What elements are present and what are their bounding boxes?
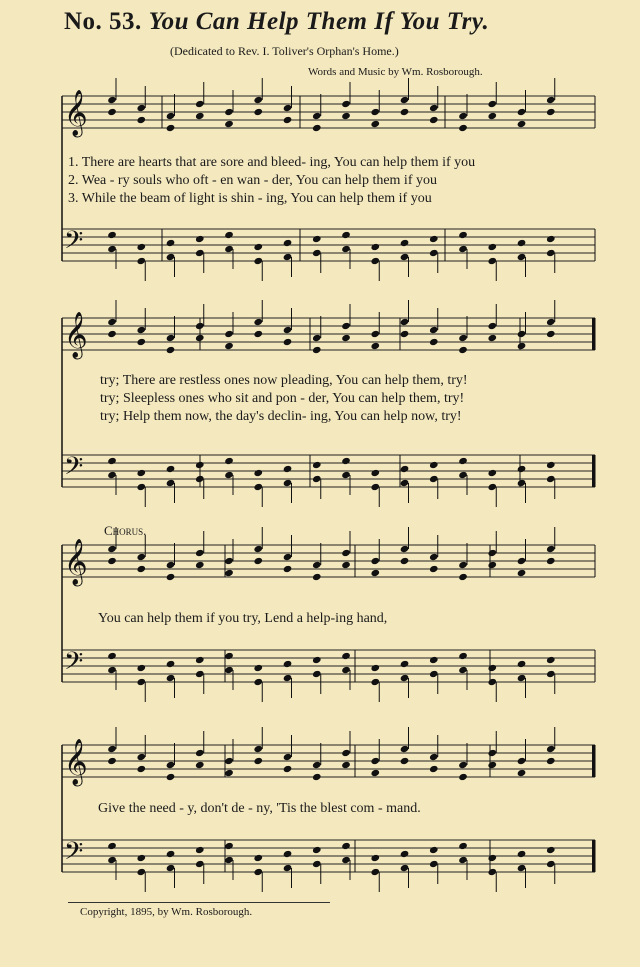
treble-note bbox=[458, 773, 468, 781]
treble-note bbox=[136, 104, 146, 112]
bass-note bbox=[458, 666, 468, 674]
treble-note bbox=[312, 124, 322, 132]
bass-note bbox=[400, 479, 410, 487]
bass-note bbox=[546, 235, 556, 243]
bass-note bbox=[283, 850, 293, 858]
bass-note bbox=[195, 656, 205, 664]
treble-note bbox=[487, 761, 497, 769]
bass-note bbox=[458, 842, 468, 850]
verse-3-line: 3. While the beam of light is shin - ing, You can help them if you bbox=[68, 191, 432, 206]
bass-note bbox=[253, 243, 263, 251]
treble-note bbox=[370, 108, 380, 116]
bass-note bbox=[107, 457, 117, 465]
bass-note bbox=[429, 670, 439, 678]
bass-note bbox=[195, 846, 205, 854]
hymn-number: No. 53. bbox=[64, 8, 142, 35]
verse-1-line-b: try; There are restless ones now pleading, You can help them, try! bbox=[100, 373, 468, 388]
chorus-line-2: Give the need - y, don't de - ny, 'Tis the blest com - mand. bbox=[98, 801, 421, 816]
bass-note bbox=[546, 860, 556, 868]
treble-note bbox=[136, 326, 146, 334]
treble-note bbox=[253, 330, 263, 338]
treble-note bbox=[107, 318, 117, 326]
bass-note bbox=[487, 243, 497, 251]
bass-note bbox=[546, 475, 556, 483]
bass-note bbox=[224, 842, 234, 850]
bass-note bbox=[283, 239, 293, 247]
treble-note bbox=[458, 334, 468, 342]
bass-note bbox=[312, 235, 322, 243]
bass-note bbox=[400, 465, 410, 473]
treble-note bbox=[195, 549, 205, 557]
copyright-rule bbox=[68, 902, 330, 903]
treble-note bbox=[458, 346, 468, 354]
bass-note bbox=[224, 457, 234, 465]
bass-note bbox=[283, 660, 293, 668]
bass-note bbox=[341, 471, 351, 479]
treble-note bbox=[107, 745, 117, 753]
bass-note bbox=[370, 678, 380, 686]
bass-note bbox=[195, 475, 205, 483]
bass-note bbox=[341, 231, 351, 239]
treble-note bbox=[166, 761, 176, 769]
bass-note bbox=[487, 854, 497, 862]
bass-note bbox=[166, 674, 176, 682]
bass-note bbox=[429, 461, 439, 469]
treble-note bbox=[517, 757, 527, 765]
treble-note bbox=[546, 108, 556, 116]
bass-note bbox=[487, 469, 497, 477]
bass-note bbox=[312, 860, 322, 868]
bass-note bbox=[370, 257, 380, 265]
treble-clef-icon: 𝄞 bbox=[64, 739, 88, 785]
bass-note bbox=[400, 253, 410, 261]
final-barline bbox=[592, 840, 595, 872]
bass-note bbox=[195, 235, 205, 243]
treble-note bbox=[487, 100, 497, 108]
bass-note bbox=[546, 461, 556, 469]
treble-note bbox=[517, 569, 527, 577]
bass-note bbox=[370, 243, 380, 251]
bass-note bbox=[429, 235, 439, 243]
treble-note bbox=[458, 561, 468, 569]
bass-note bbox=[136, 868, 146, 876]
hymn-name: You Can Help Them If You Try. bbox=[148, 8, 490, 35]
bass-note bbox=[107, 666, 117, 674]
bass-note bbox=[458, 457, 468, 465]
treble-note bbox=[136, 553, 146, 561]
treble-note bbox=[166, 112, 176, 120]
bass-note bbox=[136, 678, 146, 686]
bass-clef-icon: 𝄢 bbox=[64, 647, 84, 682]
treble-clef-icon: 𝄞 bbox=[64, 90, 88, 136]
treble-note bbox=[400, 545, 410, 553]
bass-note bbox=[253, 664, 263, 672]
treble-note bbox=[195, 561, 205, 569]
treble-note bbox=[283, 326, 293, 334]
treble-note bbox=[253, 745, 263, 753]
treble-note bbox=[341, 561, 351, 569]
bass-note bbox=[517, 253, 527, 261]
treble-note bbox=[400, 757, 410, 765]
bass-note bbox=[517, 465, 527, 473]
bass-note bbox=[195, 249, 205, 257]
treble-note bbox=[429, 338, 439, 346]
bass-note bbox=[136, 243, 146, 251]
treble-note bbox=[487, 112, 497, 120]
bass-note bbox=[429, 249, 439, 257]
treble-note bbox=[312, 773, 322, 781]
treble-note bbox=[370, 330, 380, 338]
bass-note bbox=[107, 842, 117, 850]
bass-note bbox=[224, 666, 234, 674]
bass-note bbox=[370, 868, 380, 876]
bass-note bbox=[136, 664, 146, 672]
bass-note bbox=[429, 846, 439, 854]
treble-note bbox=[546, 330, 556, 338]
treble-note bbox=[166, 346, 176, 354]
bass-note bbox=[517, 479, 527, 487]
bass-note bbox=[487, 257, 497, 265]
bass-note bbox=[458, 652, 468, 660]
treble-note bbox=[224, 120, 234, 128]
treble-note bbox=[429, 753, 439, 761]
bass-note bbox=[341, 245, 351, 253]
treble-note bbox=[195, 334, 205, 342]
treble-note bbox=[517, 557, 527, 565]
bass-note bbox=[107, 231, 117, 239]
bass-note bbox=[253, 483, 263, 491]
treble-note bbox=[341, 761, 351, 769]
bass-clef-icon: 𝄢 bbox=[64, 837, 84, 872]
treble-note bbox=[283, 116, 293, 124]
treble-note bbox=[224, 108, 234, 116]
bass-note bbox=[312, 461, 322, 469]
treble-note bbox=[546, 757, 556, 765]
bass-note bbox=[136, 469, 146, 477]
bass-note bbox=[487, 868, 497, 876]
treble-note bbox=[224, 342, 234, 350]
treble-note bbox=[195, 112, 205, 120]
treble-note bbox=[253, 757, 263, 765]
bass-note bbox=[107, 856, 117, 864]
treble-note bbox=[107, 757, 117, 765]
treble-note bbox=[341, 322, 351, 330]
treble-note bbox=[136, 116, 146, 124]
copyright: Copyright, 1895, by Wm. Rosborough. bbox=[80, 906, 253, 918]
treble-note bbox=[458, 573, 468, 581]
dedication: (Dedicated to Rev. I. Toliver's Orphan's Home.) bbox=[170, 44, 399, 58]
treble-note bbox=[400, 318, 410, 326]
bass-clef-icon: 𝄢 bbox=[64, 452, 84, 487]
treble-note bbox=[400, 557, 410, 565]
bass-note bbox=[487, 678, 497, 686]
treble-note bbox=[517, 769, 527, 777]
treble-note bbox=[195, 100, 205, 108]
treble-note bbox=[195, 322, 205, 330]
treble-note bbox=[546, 545, 556, 553]
bass-note bbox=[458, 471, 468, 479]
bass-note bbox=[136, 483, 146, 491]
bass-note bbox=[341, 842, 351, 850]
treble-note bbox=[253, 557, 263, 565]
treble-note bbox=[458, 112, 468, 120]
treble-note bbox=[166, 561, 176, 569]
treble-note bbox=[429, 104, 439, 112]
treble-note bbox=[546, 318, 556, 326]
bass-note bbox=[312, 846, 322, 854]
treble-note bbox=[341, 749, 351, 757]
treble-note bbox=[341, 549, 351, 557]
treble-note bbox=[312, 334, 322, 342]
bass-note bbox=[400, 239, 410, 247]
treble-note bbox=[166, 124, 176, 132]
treble-note bbox=[487, 561, 497, 569]
bass-note bbox=[458, 856, 468, 864]
treble-note bbox=[283, 753, 293, 761]
bass-note bbox=[253, 678, 263, 686]
bass-note bbox=[546, 846, 556, 854]
bass-note bbox=[370, 469, 380, 477]
treble-note bbox=[400, 96, 410, 104]
treble-note bbox=[400, 745, 410, 753]
treble-note bbox=[341, 100, 351, 108]
treble-note bbox=[283, 565, 293, 573]
verse-1-line: 1. There are hearts that are sore and bleed- ing, You can help them if you bbox=[68, 155, 476, 170]
chorus-label: Chorus. bbox=[104, 523, 147, 538]
bass-note bbox=[429, 475, 439, 483]
bass-note bbox=[107, 471, 117, 479]
treble-note bbox=[107, 330, 117, 338]
treble-note bbox=[370, 769, 380, 777]
treble-note bbox=[458, 761, 468, 769]
treble-note bbox=[224, 757, 234, 765]
bass-note bbox=[224, 245, 234, 253]
bass-note bbox=[283, 479, 293, 487]
bass-note bbox=[195, 461, 205, 469]
bass-note bbox=[253, 868, 263, 876]
bass-note bbox=[487, 483, 497, 491]
bass-note bbox=[166, 465, 176, 473]
treble-note bbox=[224, 769, 234, 777]
bass-note bbox=[195, 670, 205, 678]
bass-note bbox=[458, 245, 468, 253]
bass-note bbox=[136, 854, 146, 862]
bass-note bbox=[400, 864, 410, 872]
treble-note bbox=[487, 334, 497, 342]
bass-note bbox=[253, 854, 263, 862]
treble-note bbox=[253, 318, 263, 326]
treble-note bbox=[429, 565, 439, 573]
bass-note bbox=[224, 652, 234, 660]
treble-note bbox=[370, 120, 380, 128]
treble-note bbox=[283, 338, 293, 346]
treble-note bbox=[224, 330, 234, 338]
bass-note bbox=[166, 239, 176, 247]
final-barline bbox=[592, 745, 595, 777]
treble-note bbox=[400, 108, 410, 116]
bass-note bbox=[458, 231, 468, 239]
final-barline bbox=[592, 455, 595, 487]
final-barline bbox=[592, 318, 595, 350]
bass-note bbox=[370, 664, 380, 672]
verse-2-line: 2. Wea - ry souls who oft - en wan - der, You can help them if you bbox=[68, 173, 437, 188]
bass-note bbox=[341, 457, 351, 465]
treble-note bbox=[487, 549, 497, 557]
bass-note bbox=[253, 469, 263, 477]
treble-note bbox=[341, 334, 351, 342]
bass-note bbox=[400, 850, 410, 858]
bass-note bbox=[283, 465, 293, 473]
treble-note bbox=[166, 773, 176, 781]
treble-note bbox=[195, 761, 205, 769]
treble-note bbox=[195, 749, 205, 757]
bass-note bbox=[517, 239, 527, 247]
bass-note bbox=[312, 249, 322, 257]
treble-note bbox=[370, 557, 380, 565]
treble-note bbox=[546, 557, 556, 565]
treble-note bbox=[107, 557, 117, 565]
bass-note bbox=[341, 856, 351, 864]
bass-note bbox=[107, 245, 117, 253]
treble-note bbox=[166, 573, 176, 581]
treble-note bbox=[312, 761, 322, 769]
bass-note bbox=[166, 660, 176, 668]
bass-note bbox=[224, 856, 234, 864]
bass-note bbox=[370, 483, 380, 491]
bass-note bbox=[429, 656, 439, 664]
bass-note bbox=[517, 850, 527, 858]
chorus-line-1: You can help them if you try, Lend a help-ing hand, bbox=[98, 611, 388, 626]
bass-note bbox=[546, 670, 556, 678]
treble-note bbox=[400, 330, 410, 338]
treble-clef-icon: 𝄞 bbox=[64, 312, 88, 358]
bass-note bbox=[136, 257, 146, 265]
bass-note bbox=[400, 674, 410, 682]
bass-note bbox=[166, 479, 176, 487]
bass-note bbox=[517, 660, 527, 668]
treble-clef-icon: 𝄞 bbox=[64, 539, 88, 585]
bass-note bbox=[546, 249, 556, 257]
treble-note bbox=[517, 342, 527, 350]
treble-note bbox=[370, 757, 380, 765]
treble-note bbox=[341, 112, 351, 120]
treble-note bbox=[107, 545, 117, 553]
treble-note bbox=[224, 557, 234, 565]
treble-note bbox=[517, 108, 527, 116]
treble-note bbox=[224, 569, 234, 577]
treble-note bbox=[312, 112, 322, 120]
bass-note bbox=[400, 660, 410, 668]
treble-note bbox=[458, 124, 468, 132]
bass-note bbox=[253, 257, 263, 265]
bass-note bbox=[312, 656, 322, 664]
treble-note bbox=[517, 120, 527, 128]
treble-note bbox=[312, 561, 322, 569]
bass-note bbox=[195, 860, 205, 868]
treble-note bbox=[253, 108, 263, 116]
verse-lyrics-1 bbox=[68, 154, 475, 208]
treble-note bbox=[517, 330, 527, 338]
bass-clef-icon: 𝄢 bbox=[64, 226, 84, 261]
treble-note bbox=[312, 346, 322, 354]
treble-note bbox=[546, 96, 556, 104]
bass-note bbox=[107, 652, 117, 660]
bass-note bbox=[224, 231, 234, 239]
bass-note bbox=[487, 664, 497, 672]
treble-note bbox=[487, 322, 497, 330]
bass-note bbox=[429, 860, 439, 868]
treble-note bbox=[107, 108, 117, 116]
bass-note bbox=[283, 674, 293, 682]
bass-note bbox=[312, 670, 322, 678]
treble-note bbox=[429, 116, 439, 124]
bass-note bbox=[370, 854, 380, 862]
bass-note bbox=[166, 850, 176, 858]
treble-note bbox=[429, 553, 439, 561]
bass-note bbox=[224, 471, 234, 479]
treble-note bbox=[253, 96, 263, 104]
treble-note bbox=[107, 96, 117, 104]
treble-note bbox=[429, 326, 439, 334]
treble-note bbox=[136, 765, 146, 773]
treble-note bbox=[283, 765, 293, 773]
bass-note bbox=[517, 864, 527, 872]
treble-note bbox=[312, 573, 322, 581]
treble-note bbox=[136, 565, 146, 573]
treble-note bbox=[370, 569, 380, 577]
treble-note bbox=[283, 104, 293, 112]
treble-note bbox=[166, 334, 176, 342]
bass-note bbox=[546, 656, 556, 664]
treble-note bbox=[487, 749, 497, 757]
bass-note bbox=[341, 652, 351, 660]
treble-note bbox=[283, 553, 293, 561]
author-credit: Words and Music by Wm. Rosborough. bbox=[308, 66, 483, 78]
treble-note bbox=[370, 342, 380, 350]
bass-note bbox=[283, 253, 293, 261]
treble-note bbox=[429, 765, 439, 773]
treble-note bbox=[253, 545, 263, 553]
verse-lyrics-2 bbox=[100, 372, 468, 426]
treble-note bbox=[136, 753, 146, 761]
bass-note bbox=[312, 475, 322, 483]
verse-3-line-b: try; Help them now, the day's declin- ing, You can help now, try! bbox=[100, 409, 462, 424]
bass-note bbox=[283, 864, 293, 872]
bass-note bbox=[517, 674, 527, 682]
bass-note bbox=[166, 864, 176, 872]
bass-note bbox=[341, 666, 351, 674]
treble-note bbox=[546, 745, 556, 753]
bass-note bbox=[166, 253, 176, 261]
verse-2-line-b: try; Sleepless ones who sit and pon - der, You can help them, try! bbox=[100, 391, 465, 406]
treble-note bbox=[136, 338, 146, 346]
